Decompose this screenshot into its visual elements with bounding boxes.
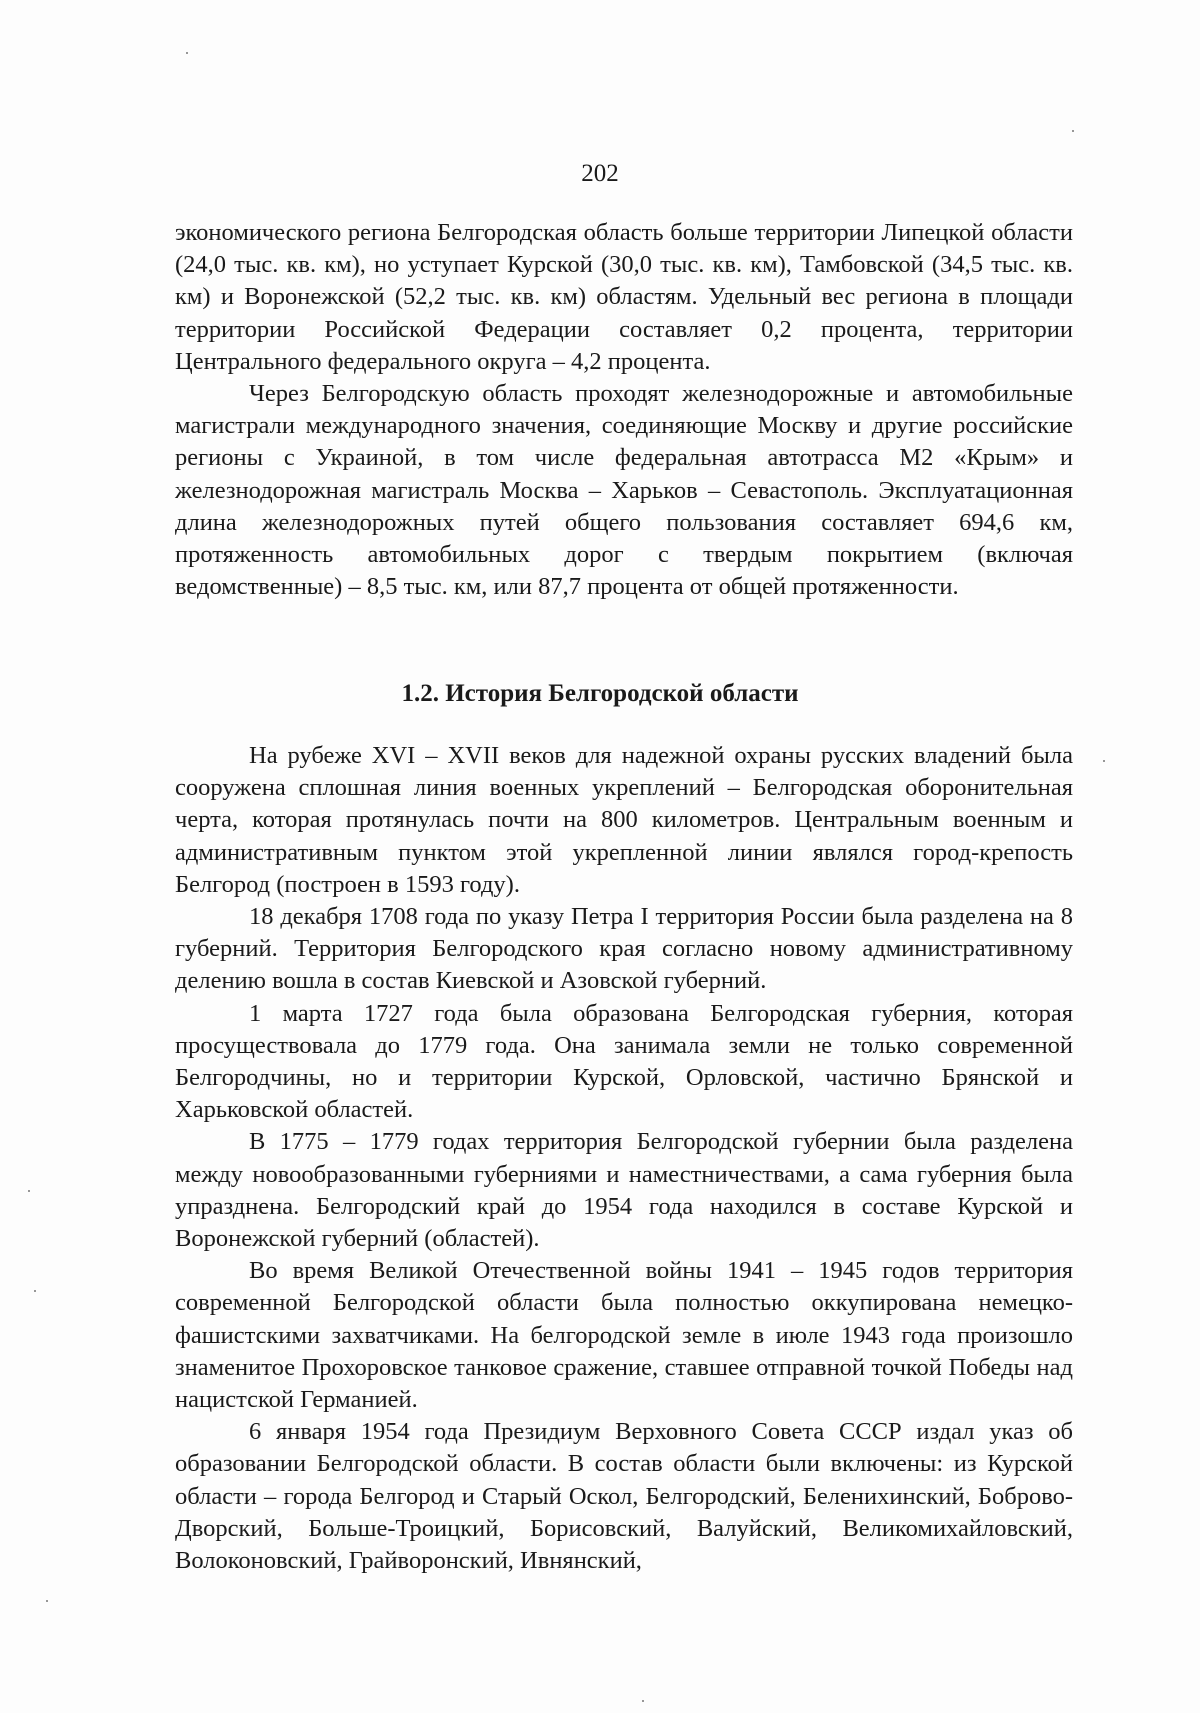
scan-speck xyxy=(1072,130,1074,132)
paragraph: 1 марта 1727 года была образована Белгородская губерния, которая просуществовала до 1779 года. Она занимала земли не только современной Белгородчины, но и территории Курской, Орловской, частично Брянской и Харьковской областей. xyxy=(175,999,1073,1124)
paragraph: Через Белгородскую область проходят железнодорожные и автомобильные магистрали международного значения, соединяющие Москву и другие российские регионы с Украиной, в том числе федеральная автотрасса М2 «Крым» и железнодорожная магистраль Москва – Харьков – Севастополь. Эксплуатационная длина железнодорожных путей общего пользования составляет 694,6 км, протяженность автомобильных дорог с твердым покрытием (включая ведомственные) – 8,5 тыс. км, или 87,7 процента от общей протяженности. xyxy=(175,380,1073,601)
paragraph: В 1775 – 1779 годах территория Белгородской губернии была разделена между новообразованными губерниями и наместничествами, а сама губерния была упразднена. Белгородский край до 1954 года находился в составе Курской и Воронежской губерний (областей). xyxy=(175,1128,1073,1253)
scan-speck xyxy=(46,1600,48,1602)
scan-speck xyxy=(34,1290,36,1292)
scan-speck xyxy=(28,1190,30,1192)
scan-speck xyxy=(642,1700,644,1702)
history-text-block xyxy=(175,740,1073,1577)
scan-speck xyxy=(1103,760,1105,762)
section-heading: 1.2. История Белгородской области xyxy=(401,680,799,707)
paragraph: экономического региона Белгородская область больше территории Липецкой области (24,0 тыс. кв. км), но уступает Курской (30,0 тыс. кв. км), Тамбовской (34,5 тыс. кв. км) и Воронежской (52,2 тыс. кв. км) областям. Удельный вес региона в площади территории Российской Федерации составляет 0,2 процента, территории Центрального федерального округа – 4,2 процента. xyxy=(175,219,1073,375)
intro-text-block xyxy=(175,217,1073,603)
paragraph: На рубеже XVI – XVII веков для надежной охраны русских владений была сооружена сплошная линия военных укреплений – Белгородская оборонительная черта, которая протянулась почти на 800 километров. Центральным военным и административным пунктом этой укрепленной линии являлся город-крепость Белгород (построен в 1593 году). xyxy=(175,742,1073,898)
paragraph: 6 января 1954 года Президиум Верховного Совета СССР издал указ об образовании Белгородской области. В состав области были включены: из Курской области – города Белгород и Старый Оскол, Белгородский, Беленихинский, Боброво-Дворский, Больше-Троицкий, Борисовский, Валуйский, Великомихайловский, Волоконовский, Грайворонский, Ивнянский, xyxy=(175,1418,1073,1575)
paragraph: Во время Великой Отечественной войны 1941 – 1945 годов территория современной Белгородской области была полностью оккупирована немецко-фашистскими захватчиками. На белгородской земле в июле 1943 года произошло знаменитое Прохоровское танковое сражение, ставшее отправной точкой Победы над нацистской Германией. xyxy=(175,1257,1073,1414)
page-number: 202 xyxy=(581,160,619,187)
scan-speck xyxy=(186,52,188,54)
paragraph: 18 декабря 1708 года по указу Петра I территория России была разделена на 8 губерний. Территория Белгородского края согласно новому административному делению вошла в состав Киевской и Азовской губерний. xyxy=(175,903,1073,995)
